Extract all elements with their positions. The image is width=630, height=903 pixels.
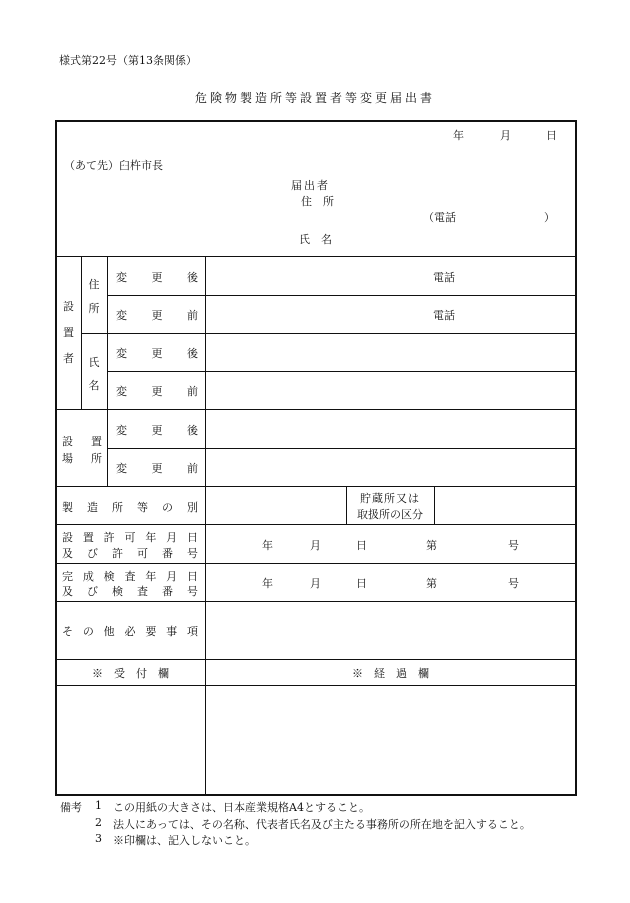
permit-label-line2: 及 び 許 可 番 号 bbox=[62, 547, 198, 560]
notifier-label: 届出者 bbox=[291, 179, 330, 192]
inspection-month: 月 bbox=[310, 577, 321, 590]
permit-number: 号 bbox=[508, 539, 519, 552]
other-label: そ の 他 必 要 事 項 bbox=[62, 625, 198, 638]
address-label-1: 住 bbox=[88, 278, 100, 291]
divider bbox=[56, 409, 576, 410]
after-label-site: 変 更 後 bbox=[116, 424, 198, 437]
permit-no: 第 bbox=[426, 539, 437, 552]
installer-label-2: 置 bbox=[63, 326, 74, 339]
permit-day: 日 bbox=[356, 539, 367, 552]
inspection-label-line1: 完 成 検 査 年 月 日 bbox=[62, 570, 198, 583]
inspection-no: 第 bbox=[426, 577, 437, 590]
inspection-label-line2: 及 び 検 査 番 号 bbox=[62, 585, 198, 598]
notes-heading: 備考 bbox=[60, 801, 82, 814]
date-month: 月 bbox=[500, 129, 511, 142]
divider bbox=[56, 524, 576, 525]
note-2-text: 法人にあっては、その名称、代表者氏名及び主たる事務所の所在地を記入すること。 bbox=[113, 818, 531, 831]
after-label-name: 変 更 後 bbox=[116, 347, 198, 360]
form-table bbox=[55, 120, 577, 796]
date-year: 年 bbox=[453, 129, 464, 142]
inspection-year: 年 bbox=[262, 577, 273, 590]
phone-label-before: 電話 bbox=[433, 309, 455, 322]
form-number: 様式第22号（第13条関係） bbox=[59, 54, 197, 67]
divider bbox=[205, 256, 206, 795]
divider bbox=[107, 295, 576, 296]
permit-month: 月 bbox=[310, 539, 321, 552]
facility-type-label: 製 造 所 等 の 別 bbox=[62, 501, 198, 514]
before-label-name: 変 更 前 bbox=[116, 385, 198, 398]
installer-label-3: 者 bbox=[63, 352, 74, 365]
address-label-2: 所 bbox=[88, 302, 100, 315]
phone-open: （電話 bbox=[423, 211, 456, 224]
addressee: （あて先）臼杵市長 bbox=[64, 159, 163, 172]
before-label-addr: 変 更 前 bbox=[116, 309, 198, 322]
site-label-line1: 設 置 bbox=[62, 435, 102, 448]
divider bbox=[81, 333, 576, 334]
before-label-site: 変 更 前 bbox=[116, 462, 198, 475]
form-title: 危険物製造所等設置者等変更届出書 bbox=[194, 91, 435, 105]
permit-label-line1: 設 置 許 可 年 月 日 bbox=[62, 531, 198, 544]
divider bbox=[107, 448, 576, 449]
divider bbox=[56, 256, 576, 257]
phone-label-after: 電話 bbox=[433, 271, 455, 284]
inspection-day: 日 bbox=[356, 577, 367, 590]
progress-label: ※ 経 過 欄 bbox=[352, 667, 429, 680]
after-label-addr: 変 更 後 bbox=[116, 271, 198, 284]
divider bbox=[56, 601, 576, 602]
divider bbox=[56, 659, 576, 660]
divider bbox=[56, 685, 576, 686]
note-3-text: ※印欄は、記入しないこと。 bbox=[113, 834, 256, 847]
inspection-number: 号 bbox=[508, 577, 519, 590]
address-label: 住 所 bbox=[301, 195, 334, 208]
storage-category-line1: 貯蔵所又は bbox=[360, 492, 420, 505]
name-label: 氏 名 bbox=[299, 233, 332, 246]
permit-year: 年 bbox=[262, 539, 273, 552]
divider bbox=[107, 256, 108, 486]
note-3-num: 3 bbox=[95, 832, 102, 845]
note-1-text: この用紙の大きさは、日本産業規格A4とすること。 bbox=[113, 801, 370, 814]
note-1-num: 1 bbox=[95, 799, 102, 812]
divider bbox=[107, 371, 576, 372]
divider bbox=[56, 486, 576, 487]
installer-label-1: 設 bbox=[63, 300, 74, 313]
site-label-line2: 場 所 bbox=[62, 452, 102, 465]
date-day: 日 bbox=[546, 129, 557, 142]
divider bbox=[56, 563, 576, 564]
note-2-num: 2 bbox=[95, 816, 102, 829]
name-label-2: 名 bbox=[88, 379, 100, 392]
phone-close: ） bbox=[544, 211, 555, 224]
name-label-1: 氏 bbox=[88, 356, 100, 369]
storage-category-line2: 取扱所の区分 bbox=[357, 508, 423, 521]
divider bbox=[434, 486, 435, 524]
reception-label: ※ 受 付 欄 bbox=[92, 667, 169, 680]
